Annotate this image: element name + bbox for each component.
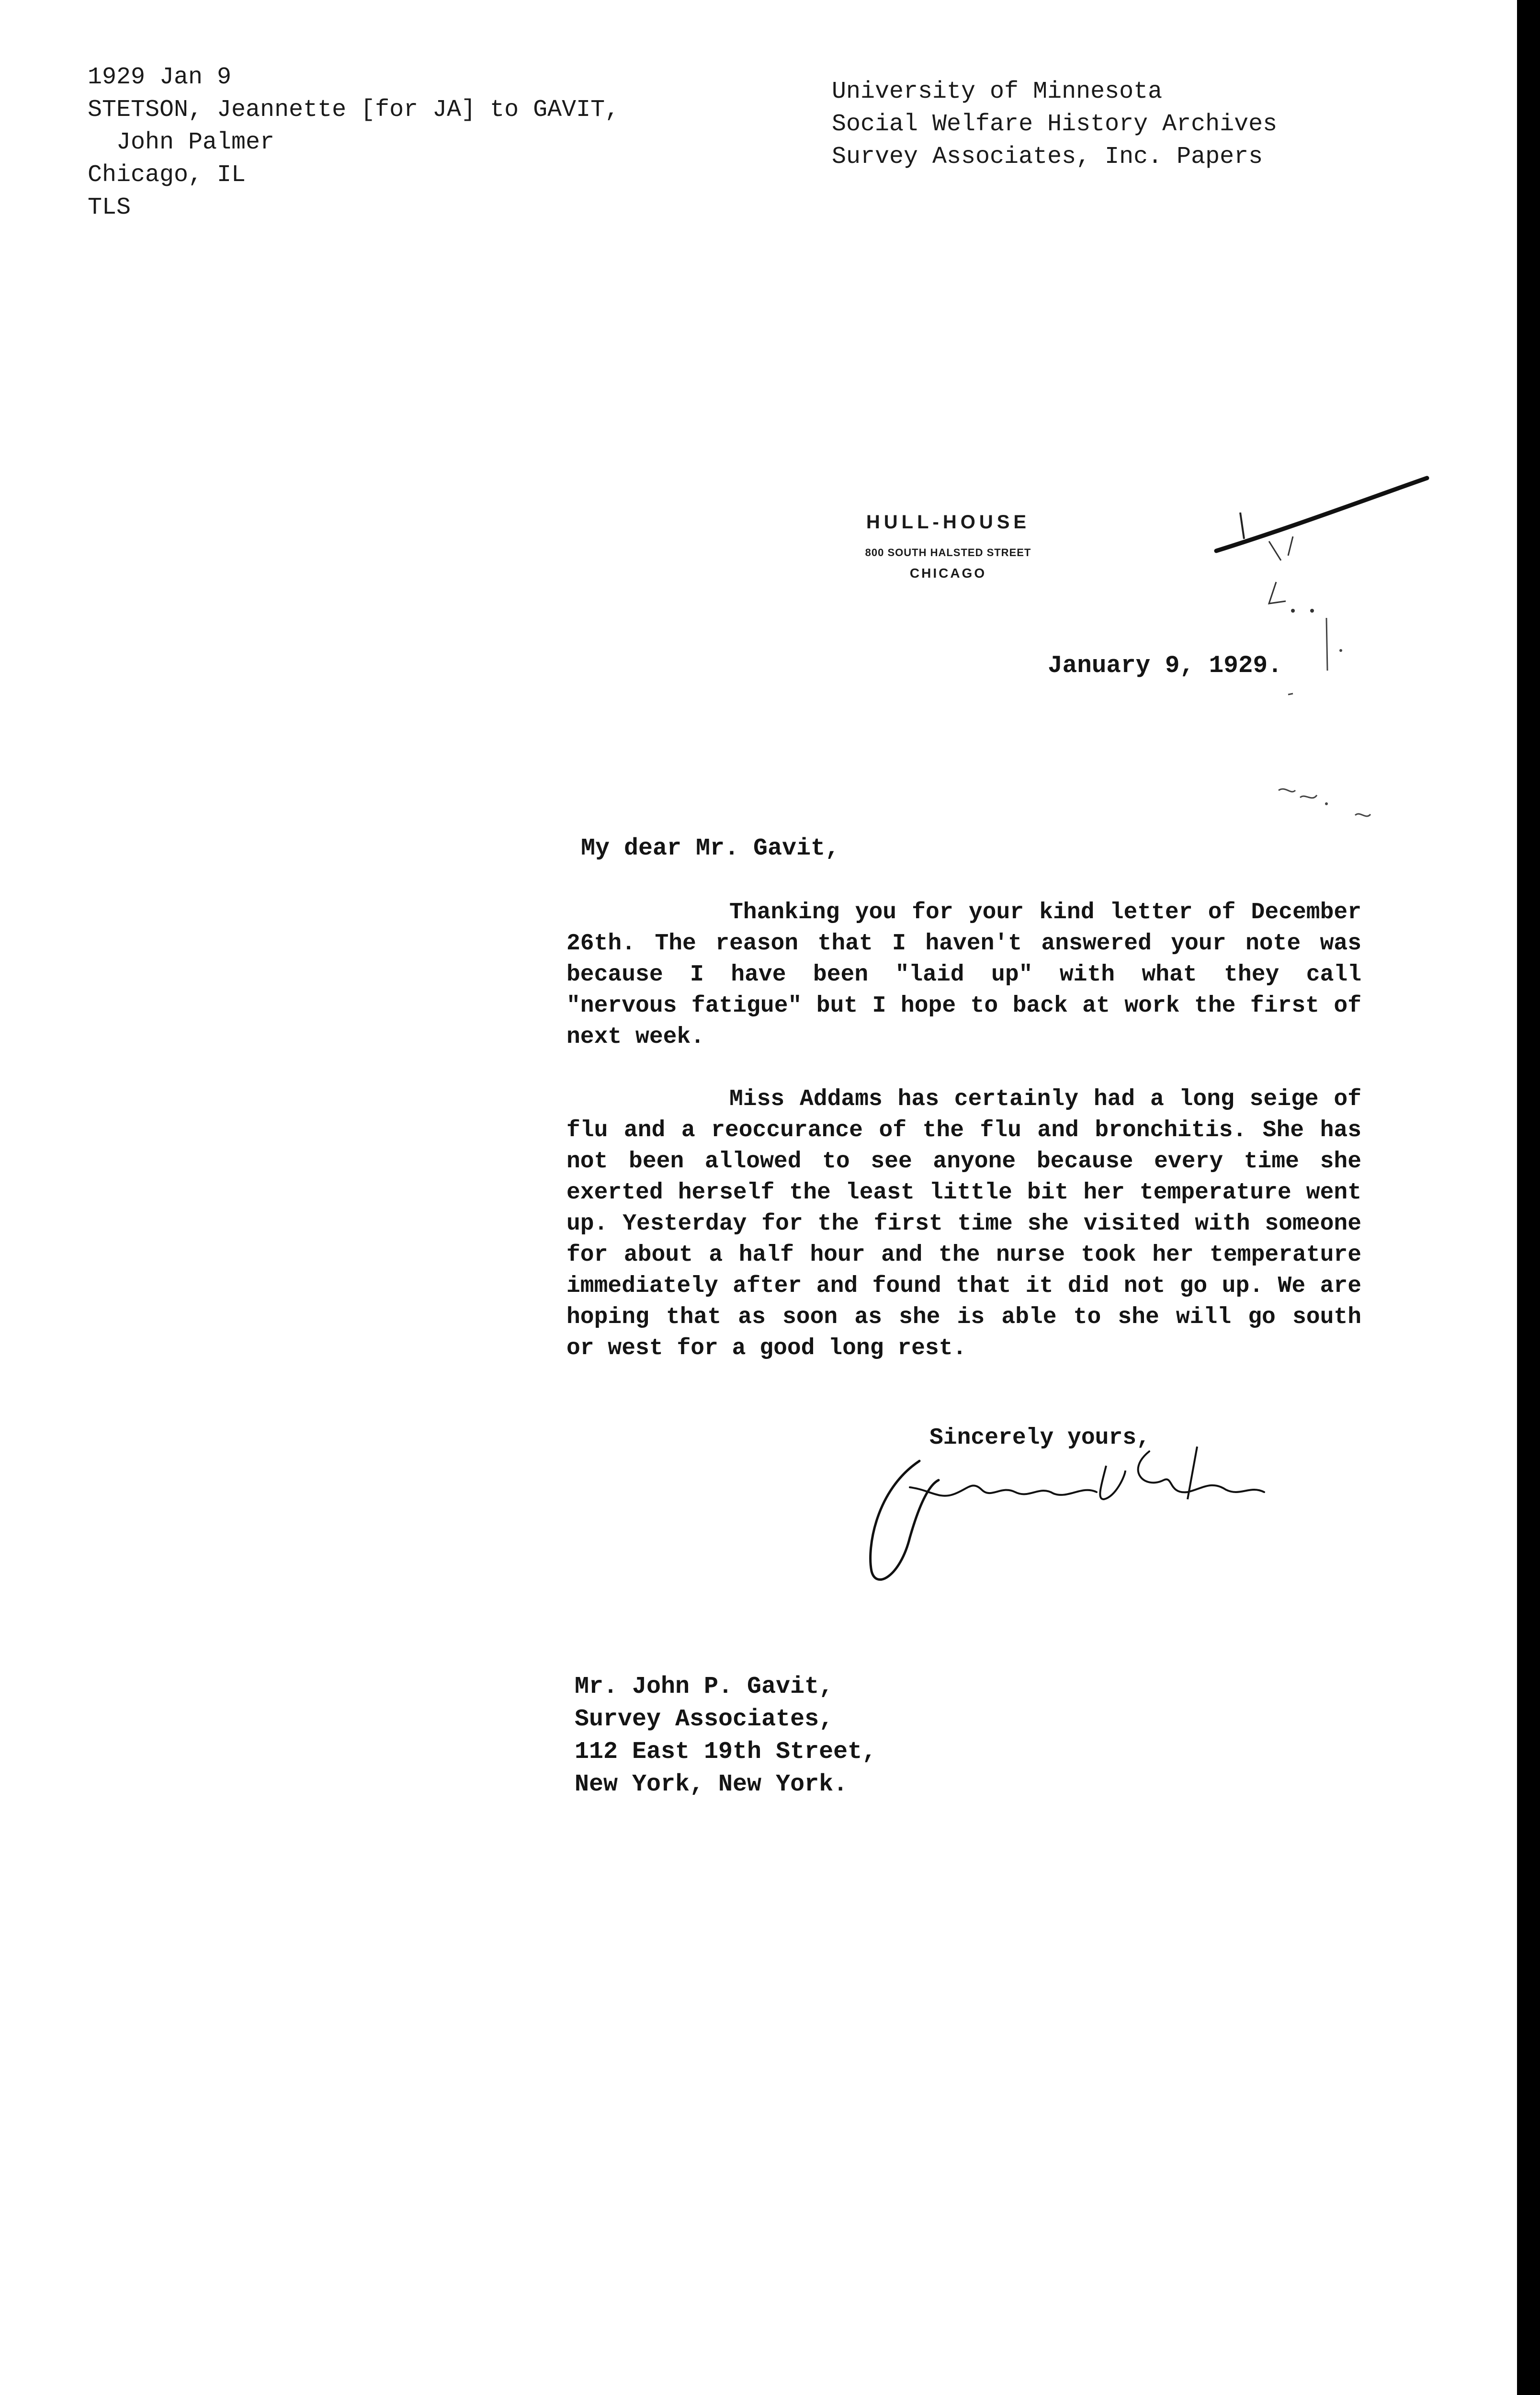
letterhead: [814, 512, 1082, 581]
letterhead-street: 800 SOUTH HALSTED STREET: [865, 547, 1031, 559]
letterhead-name: HULL-HOUSE: [866, 512, 1030, 533]
letterhead-city: CHICAGO: [909, 566, 987, 581]
salutation: My dear Mr. Gavit,: [581, 835, 840, 862]
handwritten-signature: [857, 1432, 1317, 1605]
address-city: New York, New York.: [575, 1771, 848, 1798]
scan-border-right: [1517, 0, 1540, 2395]
archive-place-line: Chicago, IL: [88, 161, 246, 189]
archive-source-university: University of Minnesota: [832, 78, 1163, 105]
archive-type-line: TLS: [88, 194, 131, 221]
archive-recipient-line: John Palmer: [88, 129, 275, 156]
recipient-address: [575, 1671, 876, 1801]
letter-date: January 9, 1929.: [1048, 652, 1282, 680]
archive-date-line: 1929 Jan 9: [88, 64, 232, 91]
archive-metadata: [88, 61, 619, 224]
closing: Sincerely yours,: [929, 1425, 1150, 1451]
archive-source-collection: Social Welfare History Archives: [832, 111, 1278, 138]
archive-correspondents-line: STETSON, Jeannette [for JA] to GAVIT,: [88, 96, 620, 124]
archive-source-papers: Survey Associates, Inc. Papers: [832, 143, 1263, 171]
address-name: Mr. John P. Gavit,: [575, 1673, 834, 1700]
address-street: 112 East 19th Street,: [575, 1738, 877, 1766]
archive-source: [832, 76, 1277, 173]
letter-paragraph-2: Miss Addams has certainly had a long seige of flu and a reoccurance of the flu and bronchitis. She has not been allowed to see anyone because every time she exerted herself the least little bit her temperature went up. Yesterday for the first time she visited with someone for about a half hour and the nurse took her temperature immediately after and found that it did not go up. We are hoping that as soon as she is able to she will go south or west for a good long rest.: [566, 1086, 1361, 1361]
letter-paragraph-1: Thanking you for your kind letter of December 26th. The reason that I haven't answered your note was because I have been "laid up" with what they call "nervous fatigue" but I hope to back at work the first of next week.: [566, 900, 1361, 1050]
address-organization: Survey Associates,: [575, 1706, 834, 1733]
